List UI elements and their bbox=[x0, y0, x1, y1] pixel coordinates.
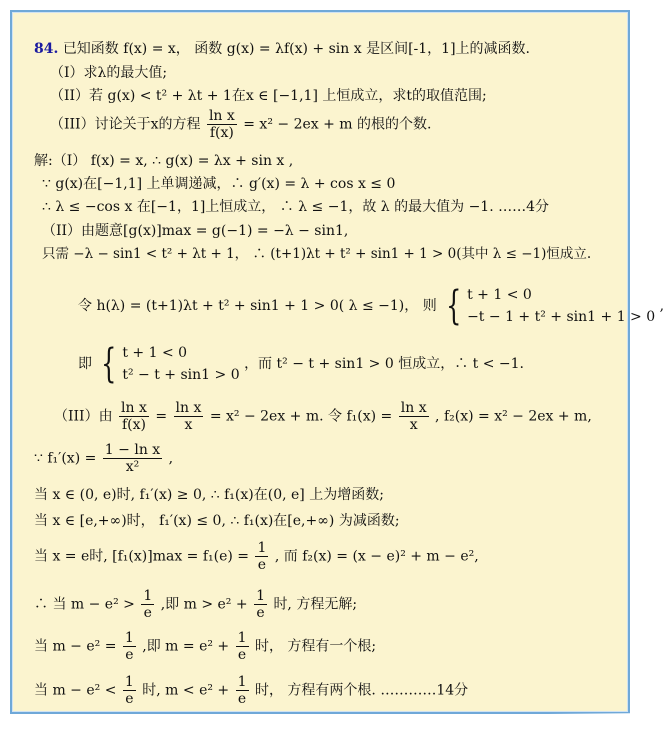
line6-prefix: 令 h(λ) = (t+1)λt + t² + sin1 + 1 > 0( λ ≤ −1)， 则 bbox=[78, 298, 437, 314]
system-1 bbox=[467, 284, 655, 328]
problem-number: 84. bbox=[34, 41, 59, 57]
denominator: x bbox=[184, 417, 193, 433]
line14-prefix: 当 m − e² = bbox=[34, 638, 117, 655]
line8-fraction-3 bbox=[399, 400, 429, 433]
line14-fraction-2 bbox=[236, 630, 249, 663]
solution-line-3: ∴ λ ≤ −cos x 在[−1，1]上恒成立， ∴ λ ≤ −1，故 λ 的最大值为 −1. ……4分 bbox=[42, 199, 550, 215]
system-2-row-2: t² − t + sin1 > 0 bbox=[122, 367, 240, 383]
problem-card bbox=[10, 10, 664, 714]
solution-line-15 bbox=[34, 674, 468, 707]
system-2-row-1: t + 1 < 0 bbox=[122, 345, 188, 361]
line13-fraction-2 bbox=[254, 588, 267, 621]
equals-sign: = bbox=[155, 408, 168, 425]
line8-fraction-1 bbox=[119, 400, 149, 433]
line13-middle: ,即 m > e² + bbox=[160, 596, 248, 613]
numerator: ln x bbox=[121, 400, 147, 416]
line13-prefix: ∴ 当 m − e² > bbox=[34, 596, 135, 613]
solution-line-9 bbox=[34, 442, 173, 475]
solution-line-7 bbox=[78, 342, 524, 386]
q3-fraction bbox=[207, 108, 237, 141]
numerator: ln x bbox=[175, 400, 202, 416]
line15-middle: 时, m < e² + bbox=[142, 682, 230, 699]
solution-line-4: （II）由题意[g(x)]max = g(−1) = −λ − sin1, bbox=[42, 223, 349, 239]
line8-prefix: （III）由 bbox=[54, 408, 113, 425]
line14-fraction-1 bbox=[123, 630, 136, 663]
solution-line-8 bbox=[54, 400, 592, 433]
q3-denominator: f(x) bbox=[209, 125, 234, 141]
numerator: ln x bbox=[400, 400, 427, 416]
numerator: 1 bbox=[124, 630, 134, 646]
numerator: 1 bbox=[257, 540, 267, 556]
line8-middle: = x² − 2ex + m. 令 f₁(x) = bbox=[209, 408, 393, 425]
question-2: （II）若 g(x) < t² + λt + 1在x ∈ [−1,1] 上恒成立，求t的取值范围; bbox=[50, 88, 487, 104]
line14-middle: ,即 m = e² + bbox=[142, 638, 230, 655]
numerator: 1 − ln x bbox=[104, 442, 161, 458]
line6-suffix: , bbox=[659, 298, 664, 314]
line12-suffix: , 而 f₂(x) = (x − e)² + m − e², bbox=[274, 548, 479, 565]
solution-line-10: 当 x ∈ (0, e)时, f₁′(x) ≥ 0, ∴ f₁(x)在(0, e] 上为增函数; bbox=[34, 487, 384, 503]
solution-line-14 bbox=[34, 630, 376, 663]
solution-line-12 bbox=[34, 540, 479, 573]
denominator: e bbox=[237, 647, 247, 663]
line14-suffix: 时， 方程有一个根; bbox=[254, 638, 377, 655]
system-brace: { bbox=[446, 283, 462, 329]
line12-fraction bbox=[255, 540, 268, 573]
line8-suffix: , f₂(x) = x² − 2ex + m, bbox=[435, 408, 592, 425]
numerator: 1 bbox=[256, 588, 265, 604]
solution-line-1: 解:（I） f(x) = x, ∴ g(x) = λx + sin x , bbox=[34, 153, 294, 169]
system-1-row-2: −t − 1 + t² + sin1 + 1 > 0 bbox=[467, 309, 656, 325]
question-1: （I）求λ的最大值; bbox=[50, 65, 168, 81]
denominator: e bbox=[125, 647, 134, 663]
denominator: e bbox=[256, 605, 265, 621]
question-3 bbox=[50, 108, 431, 141]
denominator: e bbox=[237, 691, 247, 707]
denominator: x² bbox=[125, 459, 140, 475]
solution-line-5: 只需 −λ − sin1 < t² + λt + 1， ∴ (t+1)λt + t² + sin1 + 1 > 0(其中 λ ≤ −1)恒成立. bbox=[42, 246, 592, 262]
line15-prefix: 当 m − e² < bbox=[34, 682, 117, 699]
system-1-row-1: t + 1 < 0 bbox=[467, 287, 532, 303]
q3-prefix: （III）讨论关于x的方程 bbox=[50, 116, 201, 133]
derivative-fraction bbox=[103, 442, 162, 475]
line9-suffix: , bbox=[168, 450, 174, 467]
denominator: x bbox=[409, 417, 418, 433]
denominator: e bbox=[143, 605, 152, 621]
numerator: 1 bbox=[237, 674, 247, 690]
denominator: f(x) bbox=[121, 417, 146, 433]
denominator: e bbox=[257, 557, 267, 573]
watermark-fade bbox=[548, 713, 658, 735]
system-2 bbox=[122, 342, 239, 386]
line15-suffix: 时， 方程有两个根. …………14分 bbox=[254, 682, 469, 699]
line13-fraction-1 bbox=[141, 588, 154, 621]
solution-line-11: 当 x ∈ [e,+∞)时， f₁′(x) ≤ 0, ∴ f₁(x)在[e,+∞) 为减函数; bbox=[34, 513, 400, 529]
numerator: 1 bbox=[237, 630, 247, 646]
problem-stem: 已知函数 f(x) = x， 函数 g(x) = λf(x) + sin x 是区间[-1，1]上的减函数. bbox=[62, 41, 530, 57]
denominator: e bbox=[125, 691, 134, 707]
system-brace: { bbox=[101, 341, 117, 387]
line9-prefix: ∵ f₁′(x) = bbox=[34, 450, 97, 467]
problem-stem-line bbox=[34, 40, 530, 58]
solution-line-6 bbox=[78, 284, 664, 328]
q3-numerator: ln x bbox=[208, 108, 235, 124]
line8-fraction-2 bbox=[174, 400, 204, 433]
line15-fraction-2 bbox=[236, 674, 249, 707]
line7-suffix: ，而 t² − t + sin1 > 0 恒成立，∴ t < −1. bbox=[244, 356, 525, 372]
line13-suffix: 时, 方程无解; bbox=[273, 596, 358, 613]
numerator: 1 bbox=[143, 588, 153, 604]
q3-suffix: = x² − 2ex + m 的根的个数. bbox=[243, 116, 432, 133]
solution-line-13 bbox=[34, 588, 357, 621]
line7-prefix: 即 bbox=[78, 356, 92, 372]
line15-fraction-1 bbox=[123, 674, 136, 707]
line12-prefix: 当 x = e时, [f₁(x)]max = f₁(e) = bbox=[34, 548, 250, 565]
numerator: 1 bbox=[124, 674, 134, 690]
solution-line-2: ∵ g(x)在[−1,1] 上单调递减，∴ g′(x) = λ + cos x ≤ 0 bbox=[42, 176, 396, 192]
